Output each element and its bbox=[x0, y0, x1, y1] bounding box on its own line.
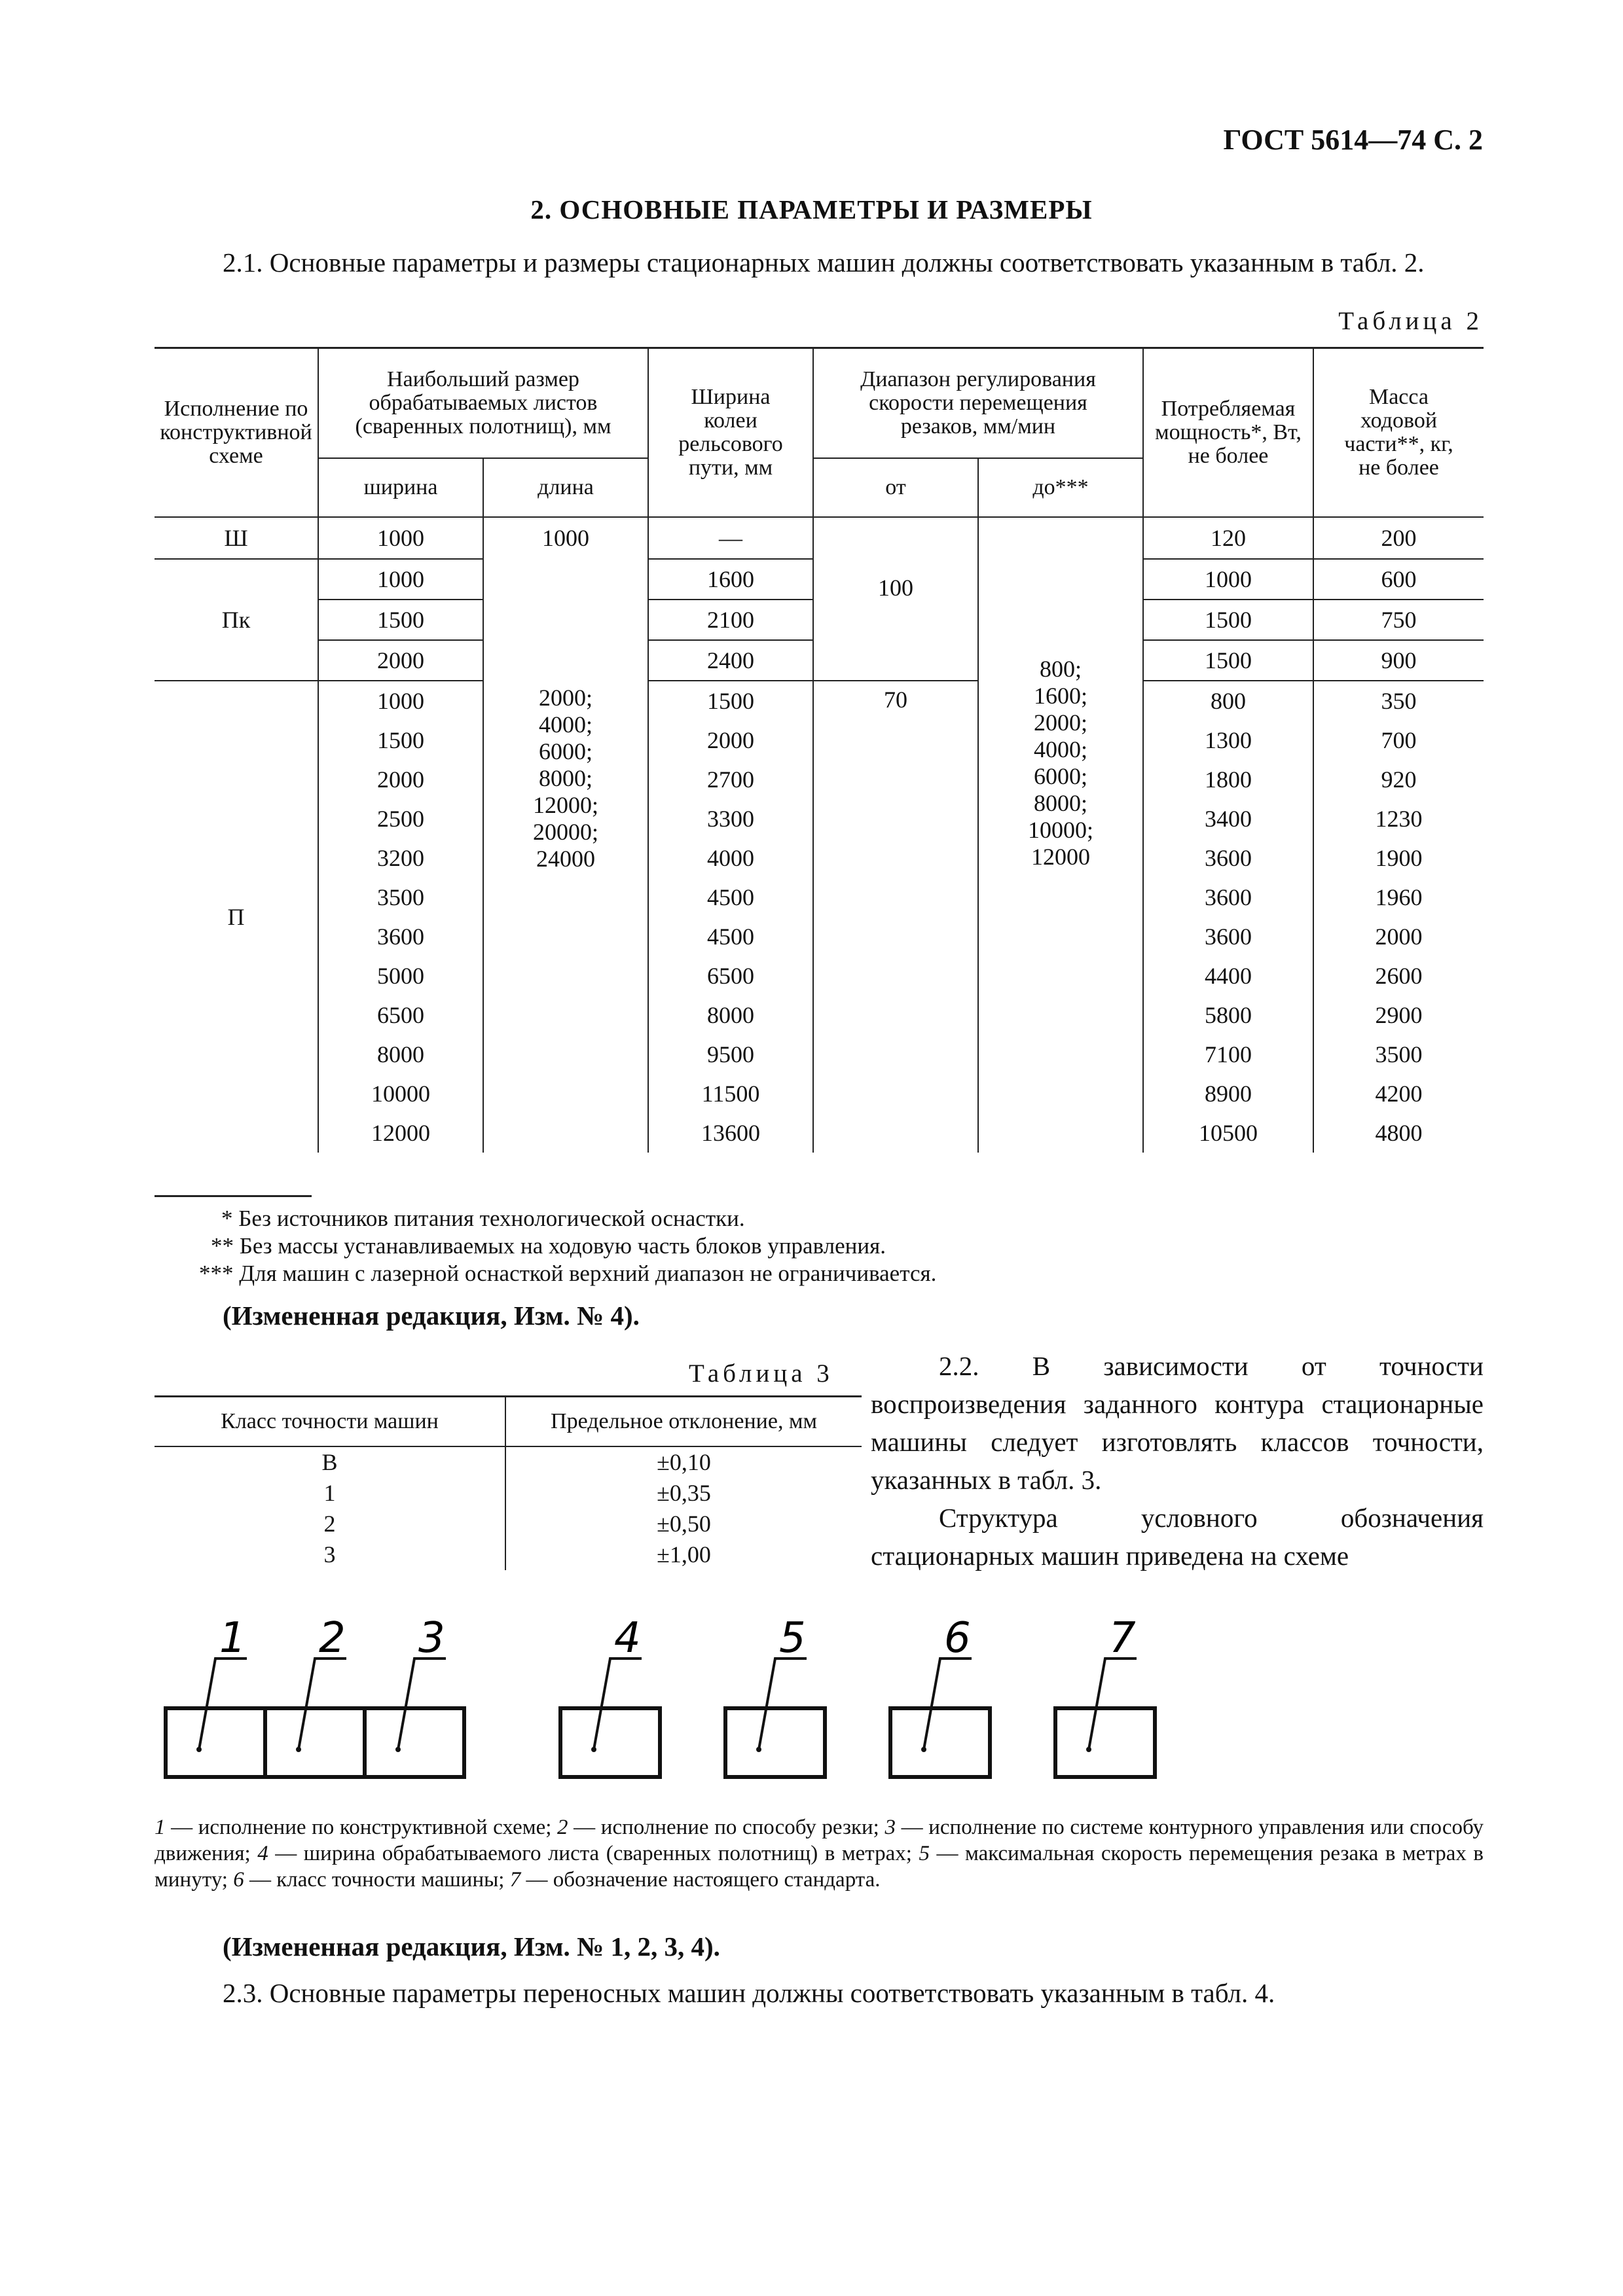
legend-number: 6 bbox=[233, 1868, 244, 1892]
cell-from-p: 70 bbox=[813, 681, 978, 1153]
scheme-box-4 bbox=[560, 1708, 660, 1777]
cell-track: — bbox=[648, 517, 813, 559]
header-execution: Исполнение по конструктивной схеме bbox=[155, 348, 318, 517]
page-header-reference: ГОСТ 5614—74 С. 2 bbox=[1223, 124, 1483, 156]
scheme-leader-2 bbox=[299, 1659, 346, 1749]
cell-width: 2000 bbox=[318, 760, 483, 799]
legend-number: 7 bbox=[509, 1868, 521, 1892]
cell-deviation: ±1,00 bbox=[657, 1541, 711, 1568]
header-length: длина bbox=[483, 458, 648, 517]
execution-group-p: П bbox=[155, 681, 318, 1153]
cell-length-merged-line: 6000; bbox=[538, 738, 593, 764]
scheme-leader-5 bbox=[759, 1659, 807, 1749]
scheme-leader-7 bbox=[1089, 1659, 1137, 1749]
scheme-dot-7 bbox=[1086, 1747, 1091, 1752]
cell-track: 2400 bbox=[648, 640, 813, 681]
table-row bbox=[155, 1509, 862, 1539]
execution-group-pk: Пк bbox=[155, 559, 318, 681]
scheme-box-2 bbox=[265, 1708, 365, 1777]
table-3-header-class: Класс точности машин bbox=[155, 1397, 505, 1447]
cell-width: 6500 bbox=[318, 996, 483, 1035]
legend-number: 5 bbox=[919, 1842, 930, 1865]
cell-length-merged bbox=[483, 559, 648, 1153]
header-mass: Масса ходовой части**, кг, не более bbox=[1313, 348, 1484, 517]
legend-text: — максимальная скорость перемещения резака в метрах в минуту; bbox=[155, 1842, 1484, 1892]
cell-mass: 1900 bbox=[1313, 838, 1484, 878]
header-track: Ширина колеи рельсового пути, мм bbox=[648, 348, 813, 517]
edit-note-2: (Измененная редакция, Изм. № 1, 2, 3, 4). bbox=[223, 1931, 720, 1962]
table-row bbox=[155, 1446, 862, 1478]
cell-track: 2000 bbox=[648, 721, 813, 760]
cell-to-merged-line: 8000; bbox=[1033, 789, 1087, 816]
cell-width: 1000 bbox=[318, 559, 483, 600]
cell-track: 9500 bbox=[648, 1035, 813, 1074]
cell-track: 2700 bbox=[648, 760, 813, 799]
cell-mass: 600 bbox=[1313, 559, 1484, 600]
cell-width: 5000 bbox=[318, 956, 483, 996]
table-3 bbox=[155, 1395, 862, 1570]
section-title: 2. ОСНОВНЫЕ ПАРАМЕТРЫ И РАЗМЕРЫ bbox=[530, 194, 1093, 224]
header-from: от bbox=[813, 458, 978, 517]
cell-track: 8000 bbox=[648, 996, 813, 1035]
table-row bbox=[155, 559, 1484, 600]
cell-power: 3600 bbox=[1143, 878, 1313, 917]
cell-power: 3400 bbox=[1143, 799, 1313, 838]
scheme-box-3 bbox=[365, 1708, 464, 1777]
legend-text: — обозначение настоящего стандарта. bbox=[520, 1868, 881, 1892]
cell-track: 4500 bbox=[648, 878, 813, 917]
scheme-label-5: 5 bbox=[779, 1614, 806, 1662]
cell-power: 4400 bbox=[1143, 956, 1313, 996]
cell-power: 8900 bbox=[1143, 1074, 1313, 1113]
cell-to-merged-line: 4000; bbox=[1033, 736, 1087, 762]
scheme-leader-4 bbox=[594, 1659, 642, 1749]
designation-scheme bbox=[155, 1604, 1484, 1780]
paragraph-2-2: 2.2. В зависимости от точности воспроизведения заданного контура стационарные машины следует изготовлять классов точности, указанных в табл. 3. bbox=[871, 1351, 1484, 1495]
cell-power: 1300 bbox=[1143, 721, 1313, 760]
cell-width: 1000 bbox=[318, 517, 483, 559]
cell-power: 1500 bbox=[1143, 600, 1313, 640]
table-row bbox=[155, 681, 1484, 721]
cell-track: 1500 bbox=[648, 681, 813, 721]
cell-deviation: ±0,35 bbox=[657, 1480, 711, 1506]
cell-mass: 2900 bbox=[1313, 996, 1484, 1035]
cell-width: 8000 bbox=[318, 1035, 483, 1074]
scheme-leader-3 bbox=[398, 1659, 446, 1749]
scheme-leader-6 bbox=[924, 1659, 972, 1749]
cell-track: 4000 bbox=[648, 838, 813, 878]
scheme-label-7: 7 bbox=[1109, 1614, 1136, 1662]
scheme-legend bbox=[155, 1814, 1484, 1893]
legend-number: 4 bbox=[257, 1842, 268, 1865]
table-2-caption: Таблица 2 bbox=[1338, 307, 1483, 335]
cell-track: 13600 bbox=[648, 1113, 813, 1153]
cell-track: 2100 bbox=[648, 600, 813, 640]
table-2 bbox=[155, 347, 1484, 1153]
header-to: до*** bbox=[978, 458, 1143, 517]
cell-accuracy-class: 1 bbox=[155, 1478, 505, 1509]
cell-to-merged bbox=[978, 559, 1143, 1153]
cell-width: 3200 bbox=[318, 838, 483, 878]
cell-to-merged-line: 6000; bbox=[1033, 762, 1087, 789]
cell-width: 10000 bbox=[318, 1074, 483, 1113]
cell-power: 3600 bbox=[1143, 838, 1313, 878]
footnote-3: *** Для машин с лазерной оснасткой верхний диапазон не ограничивается. bbox=[199, 1261, 937, 1286]
execution-group-sh: Ш bbox=[155, 517, 318, 559]
cell-to-merged-line: 12000 bbox=[1030, 843, 1090, 870]
cell-track: 6500 bbox=[648, 956, 813, 996]
cell-power: 1800 bbox=[1143, 760, 1313, 799]
header-power: Потребляемая мощность*, Вт, не более bbox=[1143, 348, 1313, 517]
scheme-dot-6 bbox=[921, 1747, 926, 1752]
paragraph-2-1: 2.1. Основные параметры и размеры стационарных машин должны соответствовать указанным в табл. 2. bbox=[223, 247, 1425, 278]
cell-mass: 920 bbox=[1313, 760, 1484, 799]
legend-number: 2 bbox=[557, 1816, 568, 1839]
scheme-label-3: 3 bbox=[418, 1614, 445, 1662]
cell-mass: 1230 bbox=[1313, 799, 1484, 838]
cell-length-merged-line: 12000; bbox=[532, 791, 598, 818]
legend-number: 3 bbox=[884, 1816, 896, 1839]
cell-mass: 4200 bbox=[1313, 1074, 1484, 1113]
cell-width: 1500 bbox=[318, 600, 483, 640]
header-speed: Диапазон регулирования скорости перемещения резаков, мм/мин bbox=[813, 348, 1143, 458]
scheme-label-4: 4 bbox=[614, 1614, 641, 1662]
cell-to-merged-line: 800; bbox=[1039, 655, 1082, 682]
scheme-box-1 bbox=[166, 1708, 265, 1777]
cell-length-merged-line: 2000; bbox=[538, 684, 593, 711]
cell-deviation: ±0,10 bbox=[657, 1449, 711, 1475]
cell-mass: 750 bbox=[1313, 600, 1484, 640]
cell-to-merged-line: 2000; bbox=[1033, 709, 1087, 736]
cell-mass: 3500 bbox=[1313, 1035, 1484, 1074]
cell-width: 3500 bbox=[318, 878, 483, 917]
cell-track: 3300 bbox=[648, 799, 813, 838]
paragraph-2-2-block bbox=[871, 1347, 1484, 1575]
cell-width: 1500 bbox=[318, 721, 483, 760]
legend-text: — класс точности машины; bbox=[244, 1868, 510, 1892]
scheme-label-6: 6 bbox=[944, 1614, 971, 1662]
cell-length: 1000 bbox=[483, 517, 648, 559]
cell-deviation: ±0,50 bbox=[657, 1511, 711, 1537]
scheme-dot-3 bbox=[395, 1747, 401, 1752]
table-3-header-deviation: Предельное отклонение, мм bbox=[505, 1397, 862, 1447]
table-row bbox=[155, 517, 1484, 559]
paragraph-2-3: 2.3. Основные параметры переносных машин должны соответствовать указанным в табл. 4. bbox=[223, 1978, 1275, 2008]
scheme-dot-5 bbox=[756, 1747, 761, 1752]
cell-mass: 2600 bbox=[1313, 956, 1484, 996]
cell-power: 1500 bbox=[1143, 640, 1313, 681]
cell-to-empty bbox=[978, 517, 1143, 559]
cell-length-merged-line: 24000 bbox=[536, 845, 595, 872]
cell-mass: 350 bbox=[1313, 681, 1484, 721]
cell-length-merged-line: 4000; bbox=[538, 711, 593, 738]
scheme-dot-1 bbox=[196, 1747, 202, 1752]
scheme-leader-1 bbox=[199, 1659, 247, 1749]
cell-width: 2000 bbox=[318, 640, 483, 681]
table-row bbox=[155, 1539, 862, 1570]
cell-track: 4500 bbox=[648, 917, 813, 956]
footnote-2: ** Без массы устанавливаемых на ходовую часть блоков управления. bbox=[211, 1233, 886, 1259]
cell-track: 11500 bbox=[648, 1074, 813, 1113]
cell-length-merged-line: 20000; bbox=[532, 818, 598, 845]
cell-mass: 900 bbox=[1313, 640, 1484, 681]
scheme-box-7 bbox=[1055, 1708, 1155, 1777]
table-row bbox=[155, 1478, 862, 1509]
cell-mass: 2000 bbox=[1313, 917, 1484, 956]
cell-width: 2500 bbox=[318, 799, 483, 838]
scheme-box-6 bbox=[890, 1708, 990, 1777]
cell-mass: 1960 bbox=[1313, 878, 1484, 917]
cell-mass: 700 bbox=[1313, 721, 1484, 760]
scheme-box-5 bbox=[725, 1708, 825, 1777]
cell-power: 800 bbox=[1143, 681, 1313, 721]
cell-power: 7100 bbox=[1143, 1035, 1313, 1074]
scheme-label-1: 1 bbox=[219, 1614, 246, 1662]
cell-width: 3600 bbox=[318, 917, 483, 956]
cell-power: 5800 bbox=[1143, 996, 1313, 1035]
cell-width: 1000 bbox=[318, 681, 483, 721]
header-max-size: Наибольший размер обрабатываемых листов (сваренных полотнищ), мм bbox=[318, 348, 648, 458]
cell-to-merged-line: 1600; bbox=[1033, 682, 1087, 709]
cell-mass: 200 bbox=[1313, 517, 1484, 559]
cell-power: 1000 bbox=[1143, 559, 1313, 600]
cell-power: 3600 bbox=[1143, 917, 1313, 956]
scheme-label-2: 2 bbox=[319, 1614, 346, 1662]
cell-to-merged-line: 10000; bbox=[1027, 816, 1093, 843]
edit-note-1: (Измененная редакция, Изм. № 4). bbox=[223, 1300, 640, 1331]
scheme-dot-2 bbox=[296, 1747, 301, 1752]
paragraph-structure: Структура условного обозначения стационарных машин приведена на схеме bbox=[871, 1503, 1484, 1571]
footnote-1: * Без источников питания технологической оснастки. bbox=[221, 1206, 745, 1231]
legend-text: — исполнение по системе контурного управления или способу движения; bbox=[155, 1816, 1484, 1865]
cell-track: 1600 bbox=[648, 559, 813, 600]
cell-accuracy-class: 3 bbox=[155, 1539, 505, 1570]
cell-accuracy-class: 2 bbox=[155, 1509, 505, 1539]
legend-number: 1 bbox=[155, 1816, 166, 1839]
legend-text: — исполнение по способу резки; bbox=[568, 1816, 885, 1839]
table-3-caption: Таблица 3 bbox=[689, 1359, 833, 1388]
cell-from-pk: 100 bbox=[813, 559, 978, 681]
footnote-rule bbox=[155, 1195, 312, 1197]
scheme-dot-4 bbox=[591, 1747, 596, 1752]
cell-accuracy-class: В bbox=[155, 1446, 505, 1478]
cell-power: 120 bbox=[1143, 517, 1313, 559]
header-width: ширина bbox=[318, 458, 483, 517]
cell-power: 10500 bbox=[1143, 1113, 1313, 1153]
legend-text: — исполнение по конструктивной схеме; bbox=[165, 1816, 558, 1839]
cell-width: 12000 bbox=[318, 1113, 483, 1153]
cell-mass: 4800 bbox=[1313, 1113, 1484, 1153]
legend-text: — ширина обрабатываемого листа (сваренных полотнищ) в метрах; bbox=[268, 1842, 919, 1865]
cell-from-empty bbox=[813, 517, 978, 559]
cell-length-merged-line: 8000; bbox=[538, 764, 593, 791]
